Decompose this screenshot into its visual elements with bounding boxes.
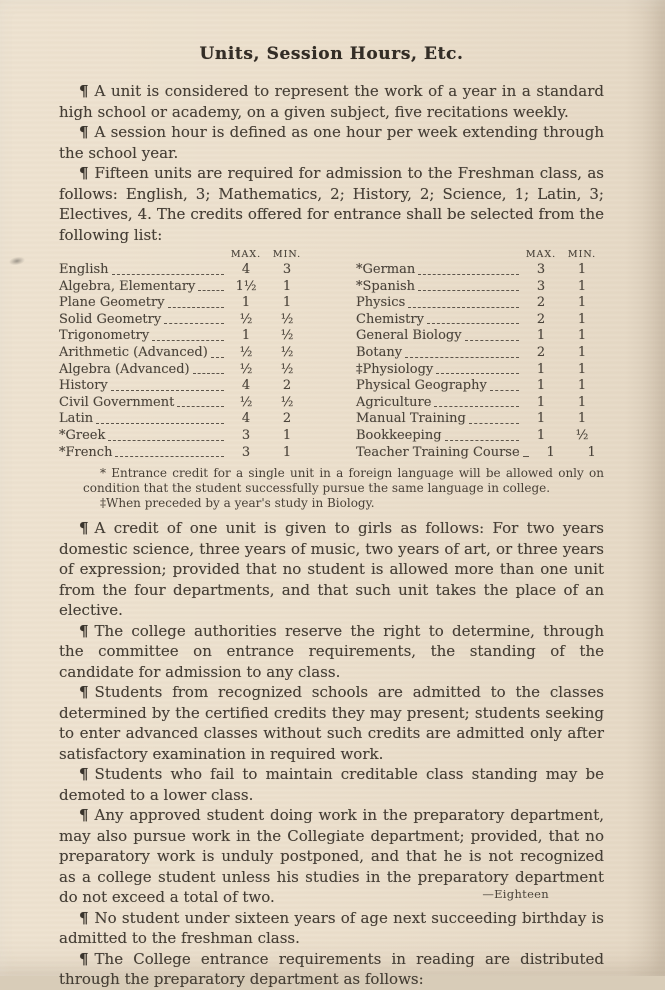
dash-leader: [112, 274, 224, 275]
paragraph-text: A credit of one unit is given to girls as follows: For two years domestic science, three years of music, two years of art, or three years of expression; provided that no student is allowed more than one unit from the four departments, and that such unit takes the place of an elective.: [59, 519, 604, 620]
table-row: [356, 395, 604, 412]
dash-leader: [490, 390, 519, 391]
pilcrow-mark: ¶: [79, 164, 89, 182]
paragraph: [59, 764, 604, 805]
dash-leader: [198, 290, 224, 291]
paragraph: [59, 949, 604, 990]
table-row: [59, 312, 309, 329]
subject-label: Latin: [59, 411, 94, 427]
min-value: ½: [280, 344, 294, 360]
dash-leader: [108, 440, 224, 441]
paragraph-text: Students from recognized schools are admitted to the classes determined by the certified credits they may present; students seeking to enter advanced classes without such credits are admitted only after satisfactory examination in required work.: [59, 683, 604, 763]
table-row: [59, 362, 309, 379]
credits-table-right-column: [356, 249, 604, 461]
dash-leader: [177, 406, 224, 407]
pilcrow-mark: ¶: [79, 806, 89, 825]
scan-smudge: [8, 256, 25, 267]
subject-label: Solid Geometry: [59, 311, 162, 327]
dash-leader: [418, 290, 519, 291]
table-row: [59, 279, 309, 296]
dash-leader: [408, 307, 519, 308]
subject-label: General Biology: [356, 328, 462, 344]
max-value: ½: [239, 311, 253, 327]
min-value: ½: [280, 328, 294, 344]
paragraph: [59, 163, 604, 245]
subject-label: Physics: [356, 295, 406, 311]
dash-leader: [168, 307, 224, 308]
paragraph-text: Students who fail to maintain creditable class standing may be demoted to a lower class.: [59, 765, 604, 804]
subject-label: Bookkeeping: [356, 427, 442, 443]
subject-label: *German: [356, 262, 416, 277]
dash-leader: [418, 274, 519, 275]
dash-leader: [164, 323, 224, 324]
max-value: 2: [536, 344, 546, 360]
paragraph-text: The College entrance requirements in reading are distributed through the preparatory department as follows:: [59, 949, 604, 989]
pilcrow-mark: ¶: [79, 765, 89, 784]
dash-leader: [211, 357, 224, 358]
dash-leader: [465, 340, 519, 341]
min-value: ½: [575, 427, 589, 443]
max-value: 1: [536, 411, 546, 427]
pilcrow-mark: ¶: [79, 621, 89, 640]
dash-leader: [469, 423, 519, 424]
max-value: 3: [536, 278, 546, 294]
dash-leader: [111, 390, 224, 391]
paragraph: [59, 518, 604, 621]
paragraph-text: A unit is considered to represent the work of a year in a standard high school or academy, on a given subject, five recitations weekly.: [59, 82, 604, 121]
dash-leader: [434, 406, 519, 407]
min-value: 1: [587, 444, 596, 460]
paragraph-text: Any approved student doing work in the preparatory department, may also pursue work in the Collegiate department; provided, that no preparatory work is unduly postponed, and that he is not recognized as a college student unless his studies in the preparatory department do not exceed a total of two.: [59, 806, 604, 907]
min-value: 1: [577, 311, 587, 327]
dash-leader: [445, 440, 519, 441]
footnote: * Entrance credit for a single unit in a foreign language will be allowed only on condition that the student successfully pursue the same language in college.: [83, 466, 604, 496]
paragraph-text: The college authorities reserve the right to determine, through the committee on entrance requirements, the standing of the candidate for admission to any class.: [59, 621, 604, 681]
dash-leader: [405, 357, 519, 358]
table-row: [356, 378, 604, 395]
min-value: 1: [577, 278, 587, 294]
min-value: 1: [577, 361, 587, 377]
table-row: [59, 295, 309, 312]
table-row: [59, 445, 309, 462]
dash-leader: [427, 323, 519, 324]
subject-label: Plane Geometry: [59, 295, 165, 311]
table-row: [59, 262, 309, 279]
min-value: 1: [577, 378, 587, 394]
max-value: 4: [241, 411, 251, 427]
max-value: 1½: [235, 278, 257, 294]
min-value: 2: [282, 378, 292, 394]
dash-leader: [523, 456, 529, 457]
min-value: 1: [577, 262, 587, 277]
paragraph: [59, 81, 604, 122]
table-header: [356, 249, 604, 262]
footnote: ‡When preceded by a year's study in Biology.: [100, 496, 375, 511]
subject-label: Arithmetic (Advanced): [59, 344, 208, 360]
table-row: [356, 411, 604, 428]
dash-leader: [115, 456, 224, 457]
max-value: 1: [536, 427, 546, 443]
subject-label: *Greek: [59, 427, 106, 443]
subject-label: Agriculture: [356, 394, 432, 410]
paragraph: [59, 682, 604, 764]
table-row: [59, 328, 309, 345]
subject-label: History: [59, 378, 108, 394]
max-value: 1: [536, 378, 546, 394]
page-content: [59, 44, 604, 990]
table-row: [356, 445, 604, 462]
table-row: [356, 262, 604, 279]
table-row: [59, 428, 309, 445]
dash-leader: [96, 423, 224, 424]
subject-label: English: [59, 262, 109, 277]
subject-label: Trigonometry: [59, 328, 150, 344]
max-value: 3: [241, 427, 251, 443]
min-value: 1: [577, 411, 587, 427]
page-title: Units, Session Hours, Etc.: [199, 44, 464, 64]
max-value: 1: [536, 361, 546, 377]
table-row: [356, 295, 604, 312]
max-value: 4: [241, 378, 251, 394]
dash-leader: [193, 373, 224, 374]
min-value: 1: [282, 444, 292, 460]
page-number: —Eighteen: [482, 887, 549, 901]
paragraph: [59, 908, 604, 949]
subject-label: Physical Geography: [356, 378, 487, 394]
max-value: ½: [239, 344, 253, 360]
max-value: ½: [239, 394, 253, 410]
subject-label: Teacher Training Course: [356, 444, 520, 460]
min-value: 1: [577, 394, 587, 410]
max-value: 1: [546, 444, 555, 460]
min-value: 1: [577, 328, 587, 344]
paragraph: [59, 621, 604, 683]
max-value: 4: [241, 262, 251, 277]
subject-label: Algebra (Advanced): [59, 361, 190, 377]
min-value: ½: [280, 394, 294, 410]
table-row: [356, 328, 604, 345]
max-value: ½: [239, 361, 253, 377]
table-row: [356, 362, 604, 379]
min-value: 1: [577, 295, 587, 311]
paragraph: [59, 122, 604, 163]
subject-label: Botany: [356, 344, 403, 360]
subject-label: Civil Government: [59, 394, 175, 410]
pilcrow-mark: ¶: [79, 123, 89, 141]
paragraph-text: No student under sixteen years of age next succeeding birthday is admitted to the freshman class.: [59, 908, 604, 948]
paragraph-text: Fifteen units are required for admission to the Freshman class, as follows: English, 3; Mathematics, 2; History, 2; Science, 1; Latin, 3; Electives, 4. The credits offered for entrance shall be selected from the following list:: [59, 164, 604, 244]
min-value: 3: [282, 262, 292, 277]
min-value: ½: [280, 311, 294, 327]
footnotes: [59, 466, 604, 511]
table-row: [356, 312, 604, 329]
min-value: 1: [282, 295, 292, 311]
min-header: MIN.: [567, 249, 597, 260]
credits-table-left-column: [59, 249, 309, 461]
max-header: MAX.: [230, 249, 262, 260]
table-row: [356, 345, 604, 362]
min-header: MIN.: [272, 249, 302, 260]
table-row: [59, 378, 309, 395]
subject-label: ‡Physiology: [356, 361, 434, 377]
table-header: [59, 249, 309, 262]
subject-label: *Spanish: [356, 278, 416, 294]
pilcrow-mark: ¶: [79, 949, 89, 968]
table-row: [356, 428, 604, 445]
pilcrow-mark: ¶: [79, 82, 89, 100]
pilcrow-mark: ¶: [79, 519, 89, 538]
max-value: 3: [536, 262, 546, 277]
dash-leader: [152, 340, 224, 341]
min-value: ½: [280, 361, 294, 377]
max-value: 1: [241, 295, 251, 311]
paragraph-text: A session hour is defined as one hour per week extending through the school year.: [59, 123, 604, 162]
subject-label: Chemistry: [356, 311, 424, 327]
max-value: 1: [536, 394, 546, 410]
subject-label: Algebra, Elementary: [59, 278, 196, 294]
max-header: MAX.: [525, 249, 557, 260]
credits-table: [59, 249, 604, 461]
dash-leader: [436, 373, 519, 374]
min-value: 2: [282, 411, 292, 427]
max-value: 1: [536, 328, 546, 344]
max-value: 2: [536, 295, 546, 311]
subject-label: Manual Training: [356, 411, 466, 427]
min-value: 1: [282, 427, 292, 443]
min-value: 1: [577, 344, 587, 360]
pilcrow-mark: ¶: [79, 908, 89, 927]
table-row: [59, 395, 309, 412]
table-row: [356, 279, 604, 296]
subject-label: *French: [59, 444, 113, 460]
table-row: [59, 345, 309, 362]
table-row: [59, 411, 309, 428]
pilcrow-mark: ¶: [79, 683, 89, 702]
max-value: 2: [536, 311, 546, 327]
max-value: 3: [241, 444, 251, 460]
max-value: 1: [241, 328, 251, 344]
min-value: 1: [282, 278, 292, 294]
